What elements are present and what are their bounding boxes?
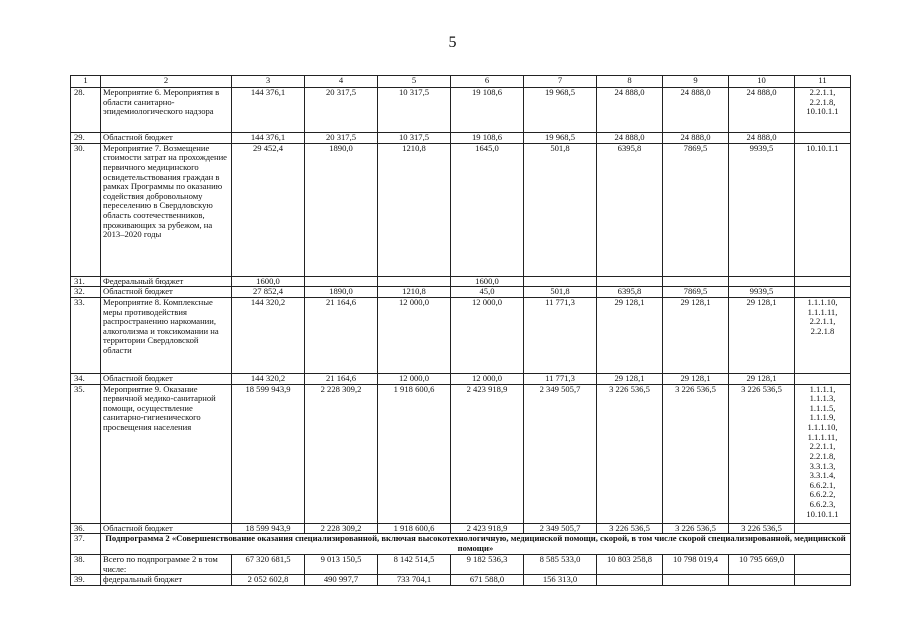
value-cell: 144 376,1 bbox=[232, 133, 305, 144]
target-codes: 2.2.1.1, 2.2.1.8, 10.10.1.1 bbox=[795, 88, 851, 133]
value-cell: 1 918 600,6 bbox=[378, 384, 451, 523]
value-cell: 29 128,1 bbox=[597, 373, 663, 384]
value-cell bbox=[597, 276, 663, 287]
header-row bbox=[71, 76, 851, 88]
value-cell: 144 320,2 bbox=[232, 297, 305, 373]
target-codes bbox=[795, 575, 851, 586]
value-cell: 6395,8 bbox=[597, 287, 663, 298]
target-codes: 1.1.1.1, 1.1.1.3, 1.1.1.5, 1.1.1.9, 1.1.1.10, 1.1.1.11, 2.2.1.1, 2.2.1.8, 3.3.1.3, 3.3.1.4, 6.6.2.1, 6.6.2.2, 6.6.2.3, 10.10.1.1 bbox=[795, 384, 851, 523]
value-cell: 9939,5 bbox=[729, 287, 795, 298]
value-cell: 1890,0 bbox=[305, 143, 378, 276]
row-name: Областной бюджет bbox=[101, 373, 232, 384]
value-cell: 2 228 309,2 bbox=[305, 384, 378, 523]
target-codes bbox=[795, 133, 851, 144]
value-cell: 2 349 505,7 bbox=[524, 384, 597, 523]
value-cell: 29 128,1 bbox=[663, 373, 729, 384]
value-cell: 10 795 669,0 bbox=[729, 555, 795, 575]
value-cell: 1210,8 bbox=[378, 287, 451, 298]
value-cell: 3 226 536,5 bbox=[729, 523, 795, 534]
row-name: Областной бюджет bbox=[101, 287, 232, 298]
value-cell: 3 226 536,5 bbox=[663, 523, 729, 534]
table-row bbox=[71, 523, 851, 534]
value-cell: 18 599 943,9 bbox=[232, 384, 305, 523]
value-cell: 1600,0 bbox=[451, 276, 524, 287]
value-cell: 24 888,0 bbox=[663, 133, 729, 144]
row-name: Всего по подпрограмме 2 в том числе: bbox=[101, 555, 232, 575]
target-codes bbox=[795, 373, 851, 384]
value-cell: 501,8 bbox=[524, 287, 597, 298]
row-name: федеральный бюджет bbox=[101, 575, 232, 586]
value-cell: 21 164,6 bbox=[305, 373, 378, 384]
value-cell bbox=[663, 276, 729, 287]
value-cell bbox=[597, 575, 663, 586]
subprogram-heading: Подпрограмма 2 «Совершенствование оказания специализированной, включая высокотехнологичную, медицинской помощи, скорой, в том числе скорой специализированной, медицинской помощи» bbox=[101, 534, 851, 555]
row-number: 36. bbox=[71, 523, 101, 534]
target-codes bbox=[795, 555, 851, 575]
value-cell: 3 226 536,5 bbox=[597, 384, 663, 523]
value-cell: 11 771,3 bbox=[524, 297, 597, 373]
value-cell: 733 704,1 bbox=[378, 575, 451, 586]
target-codes: 10.10.1.1 bbox=[795, 143, 851, 276]
value-cell: 18 599 943,9 bbox=[232, 523, 305, 534]
value-cell bbox=[524, 276, 597, 287]
row-number: 29. bbox=[71, 133, 101, 144]
value-cell: 501,8 bbox=[524, 143, 597, 276]
table-body bbox=[71, 76, 851, 586]
row-number: 38. bbox=[71, 555, 101, 575]
value-cell: 67 320 681,5 bbox=[232, 555, 305, 575]
value-cell: 29 128,1 bbox=[729, 297, 795, 373]
value-cell: 19 108,6 bbox=[451, 133, 524, 144]
row-name: Федеральный бюджет bbox=[101, 276, 232, 287]
table-row bbox=[71, 143, 851, 276]
row-name: Областной бюджет bbox=[101, 523, 232, 534]
table-row bbox=[71, 555, 851, 575]
header-cell: 11 bbox=[795, 76, 851, 88]
value-cell: 2 052 602,8 bbox=[232, 575, 305, 586]
table-row bbox=[71, 276, 851, 287]
value-cell: 2 423 918,9 bbox=[451, 384, 524, 523]
target-codes bbox=[795, 287, 851, 298]
row-number: 34. bbox=[71, 373, 101, 384]
value-cell bbox=[305, 276, 378, 287]
value-cell: 1645,0 bbox=[451, 143, 524, 276]
value-cell: 24 888,0 bbox=[597, 88, 663, 133]
value-cell: 10 803 258,8 bbox=[597, 555, 663, 575]
row-name: Мероприятие 7. Возмещение стоимости затрат на прохождение первичного медицинского освидетельствования граждан в рамках Программы по оказанию содействия добровольному переселению в Свердловскую область соотечественников, проживающих за рубежом, на 2013–2020 годы bbox=[101, 143, 232, 276]
table-row bbox=[71, 287, 851, 298]
table-row bbox=[71, 384, 851, 523]
header-cell: 2 bbox=[101, 76, 232, 88]
budget-table bbox=[70, 75, 851, 586]
value-cell: 9 013 150,5 bbox=[305, 555, 378, 575]
value-cell: 24 888,0 bbox=[663, 88, 729, 133]
value-cell: 27 852,4 bbox=[232, 287, 305, 298]
value-cell: 29 128,1 bbox=[663, 297, 729, 373]
value-cell: 3 226 536,5 bbox=[663, 384, 729, 523]
value-cell bbox=[663, 575, 729, 586]
value-cell: 10 798 019,4 bbox=[663, 555, 729, 575]
value-cell: 29 128,1 bbox=[729, 373, 795, 384]
target-codes bbox=[795, 276, 851, 287]
value-cell: 3 226 536,5 bbox=[729, 384, 795, 523]
value-cell: 9 182 536,3 bbox=[451, 555, 524, 575]
value-cell: 24 888,0 bbox=[729, 133, 795, 144]
value-cell: 2 423 918,9 bbox=[451, 523, 524, 534]
value-cell: 3 226 536,5 bbox=[597, 523, 663, 534]
row-number: 31. bbox=[71, 276, 101, 287]
value-cell: 1600,0 bbox=[232, 276, 305, 287]
value-cell: 29 128,1 bbox=[597, 297, 663, 373]
header-cell: 1 bbox=[71, 76, 101, 88]
target-codes: 1.1.1.10, 1.1.1.11, 2.2.1.1, 2.2.1.8 bbox=[795, 297, 851, 373]
header-cell: 7 bbox=[524, 76, 597, 88]
value-cell: 10 317,5 bbox=[378, 88, 451, 133]
row-number: 30. bbox=[71, 143, 101, 276]
value-cell: 144 320,2 bbox=[232, 373, 305, 384]
table-row bbox=[71, 373, 851, 384]
value-cell: 490 997,7 bbox=[305, 575, 378, 586]
value-cell: 6395,8 bbox=[597, 143, 663, 276]
value-cell: 7869,5 bbox=[663, 143, 729, 276]
header-cell: 10 bbox=[729, 76, 795, 88]
value-cell: 156 313,0 bbox=[524, 575, 597, 586]
value-cell: 10 317,5 bbox=[378, 133, 451, 144]
value-cell: 1890,0 bbox=[305, 287, 378, 298]
value-cell: 671 588,0 bbox=[451, 575, 524, 586]
header-cell: 5 bbox=[378, 76, 451, 88]
value-cell: 7869,5 bbox=[663, 287, 729, 298]
page-number: 5 bbox=[448, 34, 457, 51]
value-cell: 2 349 505,7 bbox=[524, 523, 597, 534]
target-codes bbox=[795, 523, 851, 534]
header-cell: 9 bbox=[663, 76, 729, 88]
value-cell: 12 000,0 bbox=[451, 297, 524, 373]
row-name: Мероприятие 6. Мероприятия в области санитарно-эпидемиологического надзора bbox=[101, 88, 232, 133]
row-number: 28. bbox=[71, 88, 101, 133]
header-cell: 8 bbox=[597, 76, 663, 88]
value-cell: 21 164,6 bbox=[305, 297, 378, 373]
row-name: Мероприятие 8. Комплексные меры противодействия распространению наркомании, алкоголизма и токсикомании на территории Свердловской области bbox=[101, 297, 232, 373]
value-cell: 12 000,0 bbox=[451, 373, 524, 384]
value-cell: 19 108,6 bbox=[451, 88, 524, 133]
row-name: Мероприятие 9. Оказание первичной медико-санитарной помощи, осуществление санитарно-гигиенического просвещения населения bbox=[101, 384, 232, 523]
value-cell: 11 771,3 bbox=[524, 373, 597, 384]
row-number: 32. bbox=[71, 287, 101, 298]
header-cell: 4 bbox=[305, 76, 378, 88]
value-cell bbox=[729, 276, 795, 287]
value-cell: 1 918 600,6 bbox=[378, 523, 451, 534]
value-cell: 9939,5 bbox=[729, 143, 795, 276]
table-row bbox=[71, 575, 851, 586]
table-row bbox=[71, 133, 851, 144]
value-cell: 45,0 bbox=[451, 287, 524, 298]
value-cell: 19 968,5 bbox=[524, 88, 597, 133]
value-cell: 29 452,4 bbox=[232, 143, 305, 276]
value-cell: 144 376,1 bbox=[232, 88, 305, 133]
table-row bbox=[71, 88, 851, 133]
value-cell bbox=[378, 276, 451, 287]
header-cell: 3 bbox=[232, 76, 305, 88]
value-cell: 2 228 309,2 bbox=[305, 523, 378, 534]
value-cell: 12 000,0 bbox=[378, 297, 451, 373]
value-cell: 19 968,5 bbox=[524, 133, 597, 144]
value-cell: 24 888,0 bbox=[729, 88, 795, 133]
table-row bbox=[71, 534, 851, 555]
row-number: 33. bbox=[71, 297, 101, 373]
value-cell: 1210,8 bbox=[378, 143, 451, 276]
row-name: Областной бюджет bbox=[101, 133, 232, 144]
value-cell: 20 317,5 bbox=[305, 88, 378, 133]
value-cell: 24 888,0 bbox=[597, 133, 663, 144]
row-number: 35. bbox=[71, 384, 101, 523]
value-cell: 8 585 533,0 bbox=[524, 555, 597, 575]
row-number: 37. bbox=[71, 534, 101, 555]
value-cell: 20 317,5 bbox=[305, 133, 378, 144]
header-cell: 6 bbox=[451, 76, 524, 88]
value-cell: 12 000,0 bbox=[378, 373, 451, 384]
table-row bbox=[71, 297, 851, 373]
value-cell bbox=[729, 575, 795, 586]
value-cell: 8 142 514,5 bbox=[378, 555, 451, 575]
row-number: 39. bbox=[71, 575, 101, 586]
